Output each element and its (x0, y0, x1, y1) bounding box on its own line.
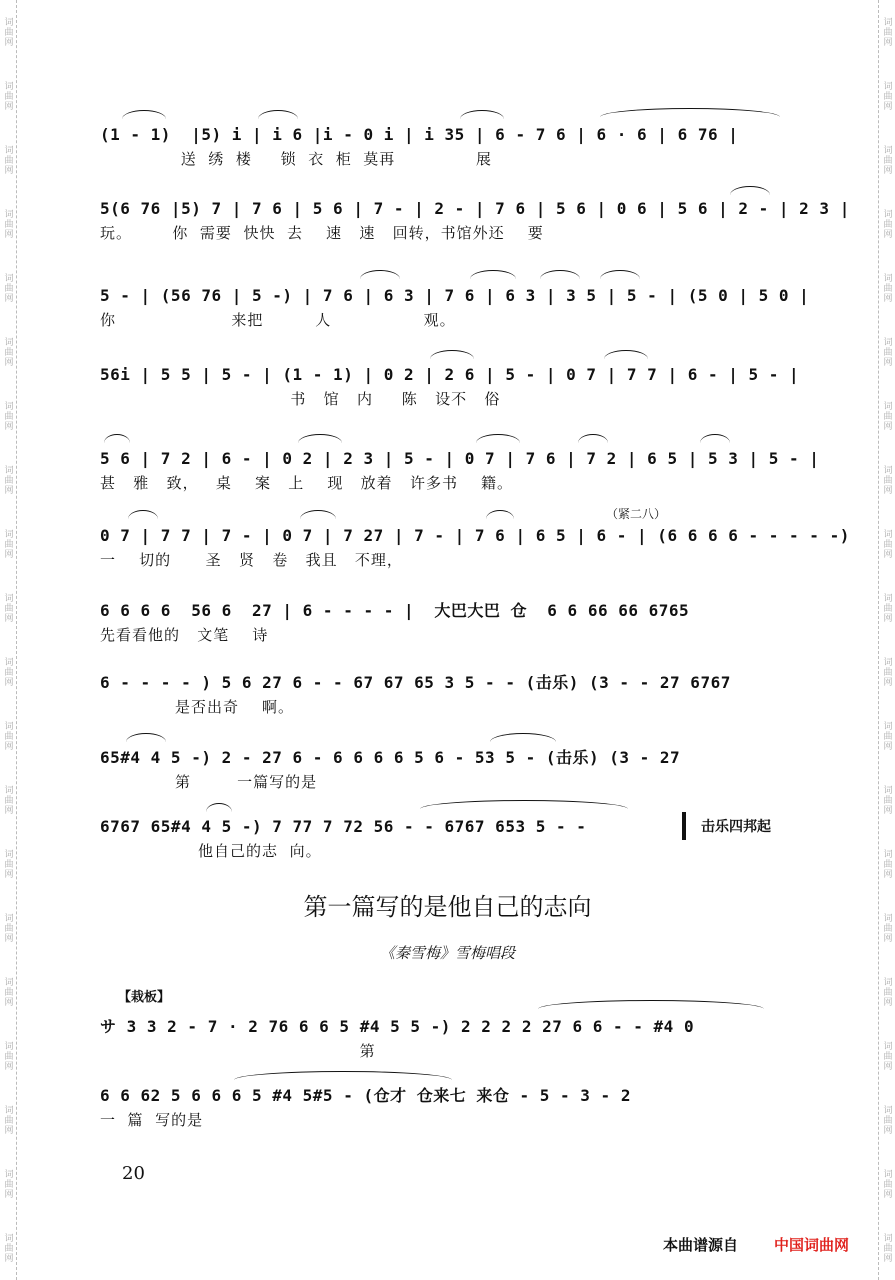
slur-mark (604, 350, 648, 359)
watermark-text: 词曲网 (881, 145, 892, 175)
watermark-text: 词曲网 (2, 529, 13, 559)
slur-mark (360, 270, 400, 279)
watermark-text: 词曲网 (2, 465, 13, 495)
end-instruction: 击乐四邦起 (701, 819, 771, 835)
watermark-text: 词曲网 (2, 17, 13, 47)
notation-line: 5 6 | 7 2 | 6 - | 0 2 | 2 3 | 5 - | 0 7 | 7 6 | 7 2 | 6 5 | 5 3 | 5 - | (100, 449, 820, 468)
footer-source-text: 本曲谱源自 (663, 1236, 739, 1254)
lyrics-line: 玩。 你 需要 快快 去 速 速 回转，书馆外还 要 (100, 224, 544, 242)
lyrics-line: 书 馆 内 陈 设不 俗 (100, 390, 501, 408)
lyrics-line: 是否出奇 啊。 (100, 698, 295, 716)
lyrics-line: 甚 雅 致， 桌 案 上 现 放着 许多书 籍。 (100, 474, 514, 492)
watermark-text: 词曲网 (881, 657, 892, 687)
lyrics-line: 第 一篇写的是 (100, 773, 318, 791)
watermark-text: 词曲网 (2, 209, 13, 239)
watermark-text: 词曲网 (2, 721, 13, 751)
watermark-text: 词曲网 (881, 977, 892, 1007)
slur-mark (128, 510, 158, 519)
slur-mark (490, 733, 556, 742)
watermark-text: 词曲网 (2, 145, 13, 175)
slur-mark (600, 108, 780, 117)
slur-mark (122, 110, 166, 119)
tempo-mark: 【栽板】 (118, 990, 171, 1005)
watermark-text: 词曲网 (881, 465, 892, 495)
notation-line: 5(6 76 |5) 7 | 7 6 | 5 6 | 7 - | 2 - | 7 6 | 5 6 | 0 6 | 5 6 | 2 - | 2 3 | (100, 199, 850, 218)
slur-mark (578, 434, 608, 443)
notation-line: 65#4 4 5 -) 2 - 27 6 - 6 6 6 6 5 6 - 53 5 - (击乐) (3 - 27 (100, 748, 681, 767)
lyrics-line: 他自己的志 向。 (100, 842, 322, 860)
score-row (100, 598, 810, 646)
slur-mark (600, 270, 640, 279)
slur-mark (420, 800, 628, 809)
score-row (100, 1083, 810, 1131)
watermark-text: 词曲网 (2, 977, 13, 1007)
watermark-text: 词曲网 (881, 17, 892, 47)
footer-brand-link[interactable]: 中国词曲网 (774, 1236, 850, 1254)
slur-mark (206, 803, 232, 812)
score-row (100, 196, 850, 244)
watermark-text: 词曲网 (2, 273, 13, 303)
notation-line: 56i | 5 5 | 5 - | (1 - 1) | 0 2 | 2 6 | 5 - | 0 7 | 7 7 | 6 - | 5 - | (100, 365, 800, 384)
notation-line: 5 - | (56 76 | 5 -) | 7 6 | 6 3 | 7 6 | 6 3 | 3 5 | 5 - | (5 0 | 5 0 | (100, 286, 810, 305)
song-subtitle: 《秦雪梅》雪梅唱段 (379, 944, 515, 962)
score-row (100, 670, 810, 718)
slur-mark (470, 270, 516, 279)
watermark-text: 词曲网 (2, 849, 13, 879)
watermark-text: 词曲网 (2, 1233, 13, 1263)
notation-line: 6 6 6 6 56 6 27 | 6 - - - - | 大巴大巴 仓 6 6 66 66 6765 (100, 601, 690, 620)
score-row (100, 283, 810, 331)
watermark-text: 词曲网 (881, 1233, 892, 1263)
score-row (100, 745, 810, 793)
watermark-text: 词曲网 (2, 337, 13, 367)
right-watermark-strip (878, 0, 895, 1280)
score-row (100, 523, 850, 571)
watermark-text: 词曲网 (881, 721, 892, 751)
score-row (100, 1014, 810, 1062)
lyrics-line: 送 绣 楼 锁 衣 柜 莫再 展 (100, 150, 493, 168)
watermark-text: 词曲网 (881, 1169, 892, 1199)
watermark-text: 词曲网 (881, 529, 892, 559)
slur-mark (126, 733, 166, 742)
watermark-text: 词曲网 (881, 337, 892, 367)
slur-mark (460, 110, 504, 119)
watermark-text: 词曲网 (881, 273, 892, 303)
page-number: 20 (122, 1163, 145, 1184)
slur-mark (538, 1000, 764, 1009)
notation-line: 0 7 | 7 7 | 7 - | 0 7 | 7 27 | 7 - | 7 6 | 6 5 | 6 - | (6 6 6 6 - - - - -) (100, 526, 850, 545)
lyrics-line: 你 来把 人 观。 (100, 311, 456, 329)
slur-mark (430, 350, 474, 359)
lyrics-line: 一 切的 圣 贤 卷 我且 不理， (100, 551, 403, 569)
watermark-text: 词曲网 (2, 1041, 13, 1071)
watermark-text: 词曲网 (2, 1105, 13, 1135)
watermark-text: 词曲网 (881, 81, 892, 111)
lyrics-line: 先看看他的 文笔 诗 (100, 626, 269, 644)
slur-mark (730, 186, 770, 195)
watermark-text: 词曲网 (2, 593, 13, 623)
notation-line: 6 - - - - ) 5 6 27 6 - - 67 67 65 3 5 - - (击乐) (3 - - 27 6767 (100, 673, 731, 692)
notation-line: 6 6 62 5 6 6 6 5 #4 5#5 - (仓才 仓来七 来仓 - 5 - 3 - 2 (100, 1086, 631, 1105)
slur-mark (700, 434, 730, 443)
notation-line: サ 3 3 2 - 7 · 2 76 6 6 5 #4 5 5 -) 2 2 2 2 27 6 6 - - #4 0 (100, 1017, 695, 1036)
lyrics-line: 第 (100, 1042, 376, 1060)
score-row (100, 362, 810, 410)
slur-mark (298, 434, 342, 443)
watermark-text: 词曲网 (881, 913, 892, 943)
slur-mark (258, 110, 298, 119)
score-row (100, 446, 820, 494)
slur-mark (476, 434, 520, 443)
watermark-text: 词曲网 (881, 1041, 892, 1071)
watermark-text: 词曲网 (2, 401, 13, 431)
watermark-text: 词曲网 (2, 1169, 13, 1199)
notation-line: 6767 65#4 4 5 -) 7 77 7 72 56 - - 6767 653 5 - - (100, 817, 587, 836)
watermark-text: 词曲网 (881, 849, 892, 879)
notation-line: (1 - 1) |5) i | i 6 |i - 0 i | i 35 | 6 - 7 6 | 6 · 6 | 6 76 | (100, 125, 739, 144)
watermark-text: 词曲网 (881, 785, 892, 815)
slur-mark (540, 270, 580, 279)
left-watermark-strip (0, 0, 17, 1280)
song-title: 第一篇写的是他自己的志向 (303, 893, 592, 921)
watermark-text: 词曲网 (881, 593, 892, 623)
slur-mark (104, 434, 130, 443)
score-row (100, 122, 810, 170)
lyrics-line: 一 篇 写的是 (100, 1111, 204, 1129)
tempo-change-label: （紧二八） (606, 507, 667, 521)
watermark-text: 词曲网 (881, 401, 892, 431)
final-barline (682, 812, 686, 840)
slur-mark (486, 510, 514, 519)
watermark-text: 词曲网 (881, 209, 892, 239)
watermark-text: 词曲网 (2, 81, 13, 111)
watermark-text: 词曲网 (881, 1105, 892, 1135)
slur-mark (234, 1071, 452, 1080)
watermark-text: 词曲网 (2, 785, 13, 815)
watermark-text: 词曲网 (2, 657, 13, 687)
slur-mark (300, 510, 336, 519)
watermark-text: 词曲网 (2, 913, 13, 943)
